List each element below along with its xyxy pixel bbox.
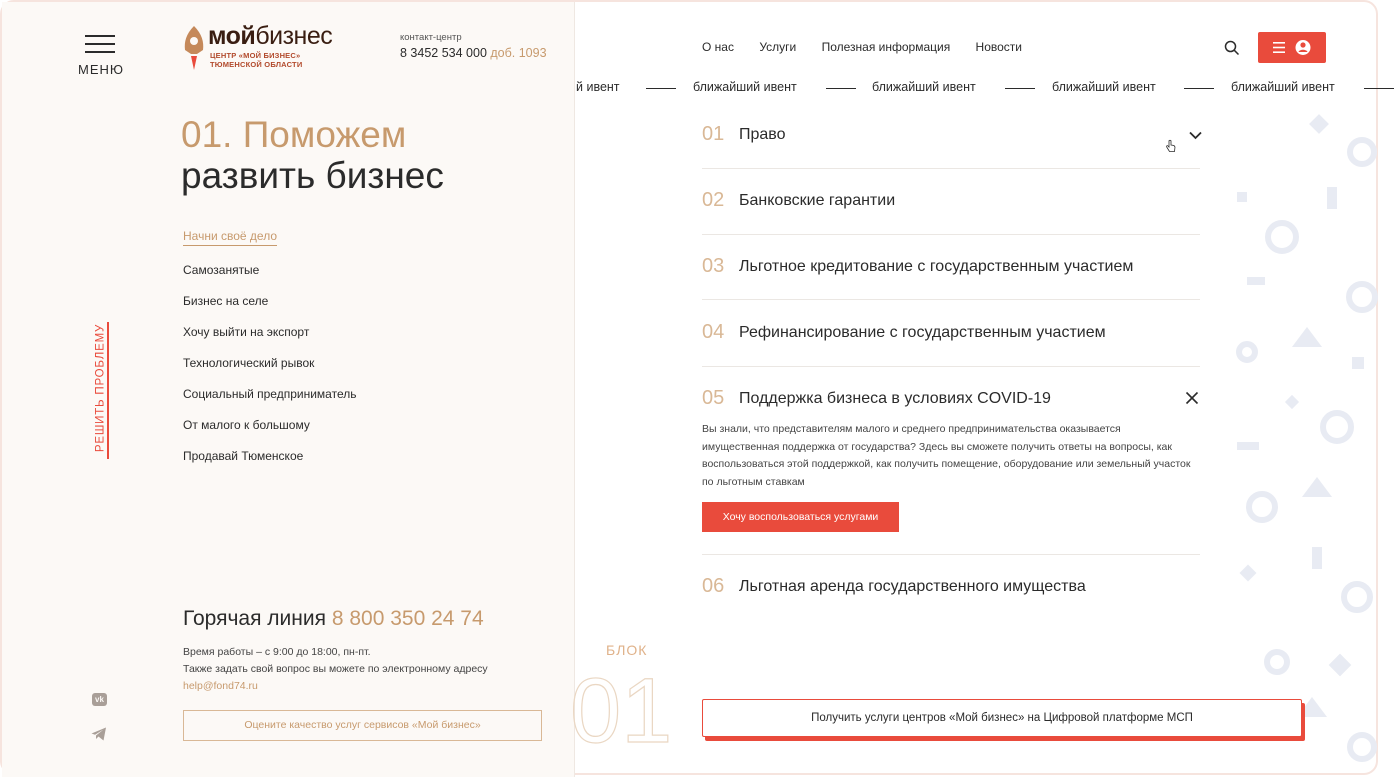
service-number: 03	[702, 255, 725, 277]
ticker-item: ближайший ивент	[1231, 80, 1335, 94]
rate-services-button[interactable]: Оцените качество услуг сервисов «Мой бизнес»	[183, 710, 542, 741]
menu-label: МЕНЮ	[77, 62, 125, 77]
nav-item-info[interactable]: Полезная информация	[821, 40, 951, 54]
hamburger-icon	[85, 35, 115, 37]
ticker-dash	[1005, 88, 1035, 89]
main-nav	[702, 40, 1044, 54]
service-title: Право	[739, 126, 786, 143]
menu-button[interactable]	[76, 32, 126, 78]
logo-subtitle-1: ЦЕНТР «МОЙ БИЗНЕС»	[210, 51, 301, 60]
sub-nav-item[interactable]: Продавай Тюменское	[183, 449, 304, 463]
block-number	[570, 660, 673, 762]
start-business-link[interactable]: Начни своё дело	[183, 229, 277, 246]
service-title: Поддержка бизнеса в условиях COVID-19	[739, 390, 1051, 407]
service-number: 01	[702, 123, 725, 145]
solve-problem-label: РЕШИТЬ ПРОБЛЕМУ	[94, 323, 107, 453]
search-icon[interactable]	[1224, 40, 1240, 56]
ticker-dash	[1364, 88, 1394, 89]
menu-user-icon	[1258, 32, 1326, 63]
hand-cursor-icon	[1166, 140, 1176, 153]
service-title: Рефинансирование с государственным участием	[739, 324, 1106, 341]
service-item-02[interactable]	[702, 189, 1200, 235]
events-ticker[interactable]	[576, 80, 1380, 98]
ticker-dash	[826, 88, 856, 89]
sub-nav-item[interactable]: Хочу выйти на экспорт	[183, 325, 310, 339]
sub-nav-item[interactable]: Социальный предприниматель	[183, 387, 357, 401]
ticker-item: й ивент	[576, 80, 620, 94]
sub-nav-item[interactable]: Бизнес на селе	[183, 294, 269, 308]
service-item-06[interactable]	[702, 575, 1200, 605]
contact-center-label: контакт-центр	[400, 32, 462, 43]
service-number: 06	[702, 575, 725, 597]
hamburger-bar	[85, 51, 115, 53]
nav-item-services[interactable]: Услуги	[759, 40, 797, 54]
service-number: 05	[702, 387, 725, 409]
ticker-item: ближайший ивент	[693, 80, 797, 94]
service-title: Банковские гарантии	[739, 192, 896, 209]
chevron-down-icon[interactable]	[1189, 131, 1202, 140]
vk-icon[interactable]: vk	[92, 693, 107, 706]
ticker-dash	[646, 88, 676, 89]
logo-word-bold: мой	[208, 22, 256, 50]
block-number-text: 01	[570, 660, 673, 762]
service-title: Льготное кредитование с государственным участием	[739, 258, 1134, 275]
contact-phone-number: 8 3452 534 000	[400, 46, 487, 60]
solve-problem-line	[107, 322, 109, 459]
service-item-03[interactable]	[702, 255, 1200, 300]
email-link[interactable]: help@fond74.ru	[183, 680, 258, 692]
use-services-button[interactable]: Хочу воспользоваться услугами	[702, 502, 899, 532]
left-panel	[2, 2, 575, 777]
cabinet-button[interactable]	[1258, 32, 1326, 63]
sub-nav-item[interactable]: От малого к большому	[183, 418, 310, 432]
block-label: БЛОК	[606, 642, 648, 658]
hamburger-bar	[85, 43, 115, 45]
sub-nav-item[interactable]: Технологический рывок	[183, 356, 315, 370]
service-number: 04	[702, 321, 725, 343]
digital-platform-button[interactable]: Получить услуги центров «Мой бизнес» на Цифровой платформе МСП	[702, 699, 1302, 737]
contact-phone-ext: доб. 1093	[490, 46, 547, 60]
ticker-item: ближайший ивент	[872, 80, 976, 94]
section-title: развить бизнес	[181, 155, 444, 196]
logo-wordmark	[208, 22, 332, 51]
logo-subtitle-2: ТЮМЕНСКОЙ ОБЛАСТИ	[210, 60, 303, 69]
ticker-dash	[1184, 88, 1214, 89]
hotline-label: Горячая линия	[183, 607, 326, 630]
logo[interactable]	[182, 24, 352, 74]
sub-nav-list	[183, 263, 356, 480]
contact-phone[interactable]	[400, 46, 547, 60]
service-number: 02	[702, 189, 725, 211]
close-icon[interactable]	[1185, 391, 1199, 405]
service-title: Льготная аренда государственного имущества	[739, 578, 1086, 595]
service-item-01[interactable]	[702, 123, 1200, 169]
nav-item-news[interactable]: Новости	[975, 40, 1022, 54]
covid-description: Вы знали, что представителям малого и среднего предпринимательства оказывается имущественная поддержка от государства? Здесь вы сможете получить ответы на вопросы, как воспользоваться этой поддержкой, как получить помещение, оборудование или земельный участок по льготным ставкам	[702, 423, 1191, 488]
decorative-pattern	[1217, 97, 1380, 777]
telegram-icon[interactable]	[91, 727, 107, 741]
ticker-item: ближайший ивент	[1052, 80, 1156, 94]
service-item-04[interactable]	[702, 321, 1200, 367]
hotline-phone[interactable]: 8 800 350 24 74	[331, 607, 484, 630]
ask-text: Также задать свой вопрос вы можете по электронному адресу	[183, 663, 488, 675]
hotline	[183, 607, 484, 631]
rocket-logo-icon	[182, 24, 206, 72]
section-title-number: 01. Поможем	[181, 114, 407, 155]
solve-problem-tab[interactable]	[91, 322, 109, 459]
logo-word-rest: бизнес	[255, 22, 333, 50]
nav-item-about[interactable]: О нас	[702, 40, 734, 54]
sub-nav-item[interactable]: Самозанятые	[183, 263, 260, 277]
working-hours: Время работы – с 9:00 до 18:00, пн-пт.	[183, 646, 371, 658]
